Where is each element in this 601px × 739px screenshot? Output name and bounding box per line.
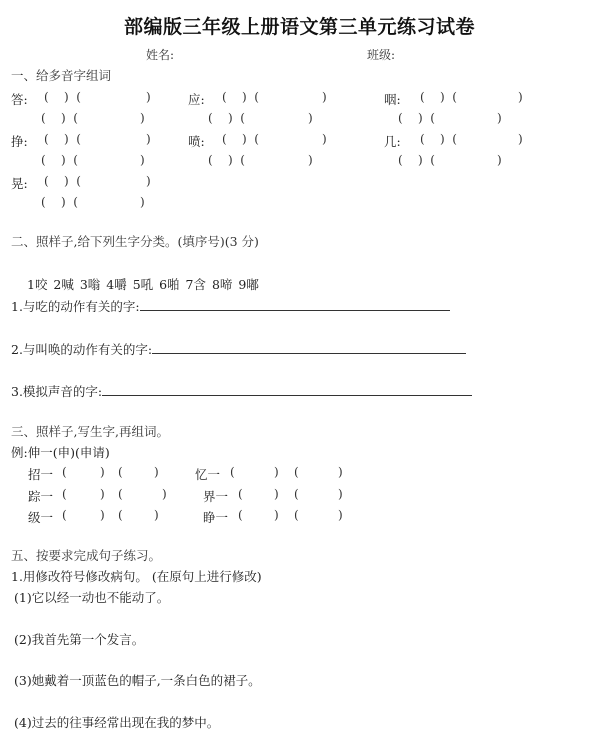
word-blank-close[interactable]: ) [146, 90, 151, 104]
word-blank-close[interactable]: ) [146, 132, 151, 146]
char-blank-close[interactable]: ) [100, 508, 105, 522]
pinyin-blank[interactable]: ( ) ( [41, 111, 78, 125]
question-calling [11, 340, 466, 358]
word-item: 界一 [203, 489, 229, 504]
section5-title: 五、按要求完成句子练习。 [11, 548, 162, 563]
char-blank-close[interactable]: ) [100, 487, 105, 501]
question-label: 3.模拟声音的字: [11, 384, 103, 399]
word-blank-close[interactable]: ) [154, 508, 159, 522]
word-blank[interactable]: ( [118, 508, 123, 522]
word-blank-close[interactable]: ) [308, 111, 313, 125]
word-blank-close[interactable]: ) [154, 465, 159, 479]
question-label: 1.与吃的动作有关的字: [11, 299, 140, 314]
word-blank[interactable]: ( [294, 508, 299, 522]
pinyin-blank[interactable]: ( ) ( [208, 153, 245, 167]
polyphone-char-da: 答: [11, 92, 28, 107]
char-blank[interactable]: ( [238, 487, 243, 501]
pinyin-blank[interactable]: ( ) ( [222, 132, 259, 146]
char-blank[interactable]: ( [62, 487, 67, 501]
word-blank-close[interactable]: ) [338, 465, 343, 479]
character-list: 1咬 2喊 3嗡 4嚼 5吼 6啪 7含 8啼 9嘟 [27, 277, 259, 292]
word-item: 级一 [28, 510, 54, 525]
polyphone-char-yan: 咽: [384, 92, 401, 107]
name-label: 姓名: [146, 48, 175, 62]
question-label: 2.与叫唤的动作有关的字: [11, 342, 153, 357]
char-blank-close[interactable]: ) [274, 508, 279, 522]
pinyin-blank[interactable]: ( ) ( [398, 153, 435, 167]
word-item: 踪一 [28, 489, 54, 504]
sentence-item: (4)过去的往事经常出现在我的梦中。 [14, 715, 220, 730]
char-blank-close[interactable]: ) [100, 465, 105, 479]
sentence-item: (2)我首先第一个发言。 [14, 632, 145, 647]
section3-title: 三、照样子,写生字,再组词。 [11, 424, 169, 439]
sentence-item: (3)她戴着一顶蓝色的帽子,一条白色的裙子。 [14, 673, 261, 688]
word-blank-close[interactable]: ) [497, 153, 502, 167]
char-blank[interactable]: ( [62, 465, 67, 479]
word-blank-close[interactable]: ) [338, 487, 343, 501]
word-blank-close[interactable]: ) [140, 195, 145, 209]
word-item: 招一 [28, 467, 54, 482]
word-item: 忆一 [195, 467, 221, 482]
instruction-text: 1.用修改符号修改病句。 (在原句上进行修改) [11, 569, 262, 584]
polyphone-char-ji: 几: [384, 134, 401, 149]
word-blank-close[interactable]: ) [322, 132, 327, 146]
char-blank[interactable]: ( [62, 508, 67, 522]
pinyin-blank[interactable]: ( ) ( [222, 90, 259, 104]
word-blank-close[interactable]: ) [518, 132, 523, 146]
char-blank-close[interactable]: ) [274, 465, 279, 479]
page-title: 部编版三年级上册语文第三单元练习试卷 [124, 16, 476, 38]
class-label: 班级: [367, 48, 396, 62]
word-blank-close[interactable]: ) [308, 153, 313, 167]
word-blank-close[interactable]: ) [497, 111, 502, 125]
word-blank-close[interactable]: ) [322, 90, 327, 104]
word-blank[interactable]: ( [118, 487, 123, 501]
pinyin-blank[interactable]: ( ) ( [44, 174, 81, 188]
pinyin-blank[interactable]: ( ) ( [420, 90, 457, 104]
answer-line[interactable] [102, 383, 472, 396]
word-blank-close[interactable]: ) [338, 508, 343, 522]
polyphone-char-ying: 应: [188, 92, 205, 107]
word-blank[interactable]: ( [294, 465, 299, 479]
char-blank-close[interactable]: ) [274, 487, 279, 501]
word-blank[interactable]: ( [294, 487, 299, 501]
example-text: 例:伸一(申)(申请) [11, 445, 110, 460]
pinyin-blank[interactable]: ( ) ( [44, 132, 81, 146]
section2-title: 二、照样子,给下列生字分类。(填序号)(3 分) [11, 234, 259, 249]
pinyin-blank[interactable]: ( ) ( [41, 195, 78, 209]
answer-line[interactable] [140, 298, 450, 311]
question-sound [11, 382, 472, 400]
pinyin-blank[interactable]: ( ) ( [420, 132, 457, 146]
pinyin-blank[interactable]: ( ) ( [44, 90, 81, 104]
word-blank-close[interactable]: ) [518, 90, 523, 104]
sentence-item: (1)它以经一动也不能动了。 [14, 590, 170, 605]
char-blank[interactable]: ( [238, 508, 243, 522]
question-eating [11, 297, 450, 315]
pinyin-blank[interactable]: ( ) ( [41, 153, 78, 167]
char-blank[interactable]: ( [230, 465, 235, 479]
word-blank[interactable]: ( [118, 465, 123, 479]
answer-line[interactable] [152, 341, 466, 354]
word-item: 睁一 [203, 510, 229, 525]
polyphone-char-huang: 晃: [11, 176, 28, 191]
word-blank-close[interactable]: ) [140, 111, 145, 125]
word-blank-close[interactable]: ) [162, 487, 167, 501]
section1-title: 一、给多音字组词 [11, 68, 112, 83]
pinyin-blank[interactable]: ( ) ( [208, 111, 245, 125]
polyphone-char-pen: 喷: [188, 134, 205, 149]
polyphone-char-zheng: 挣: [11, 134, 28, 149]
word-blank-close[interactable]: ) [146, 174, 151, 188]
pinyin-blank[interactable]: ( ) ( [398, 111, 435, 125]
word-blank-close[interactable]: ) [140, 153, 145, 167]
